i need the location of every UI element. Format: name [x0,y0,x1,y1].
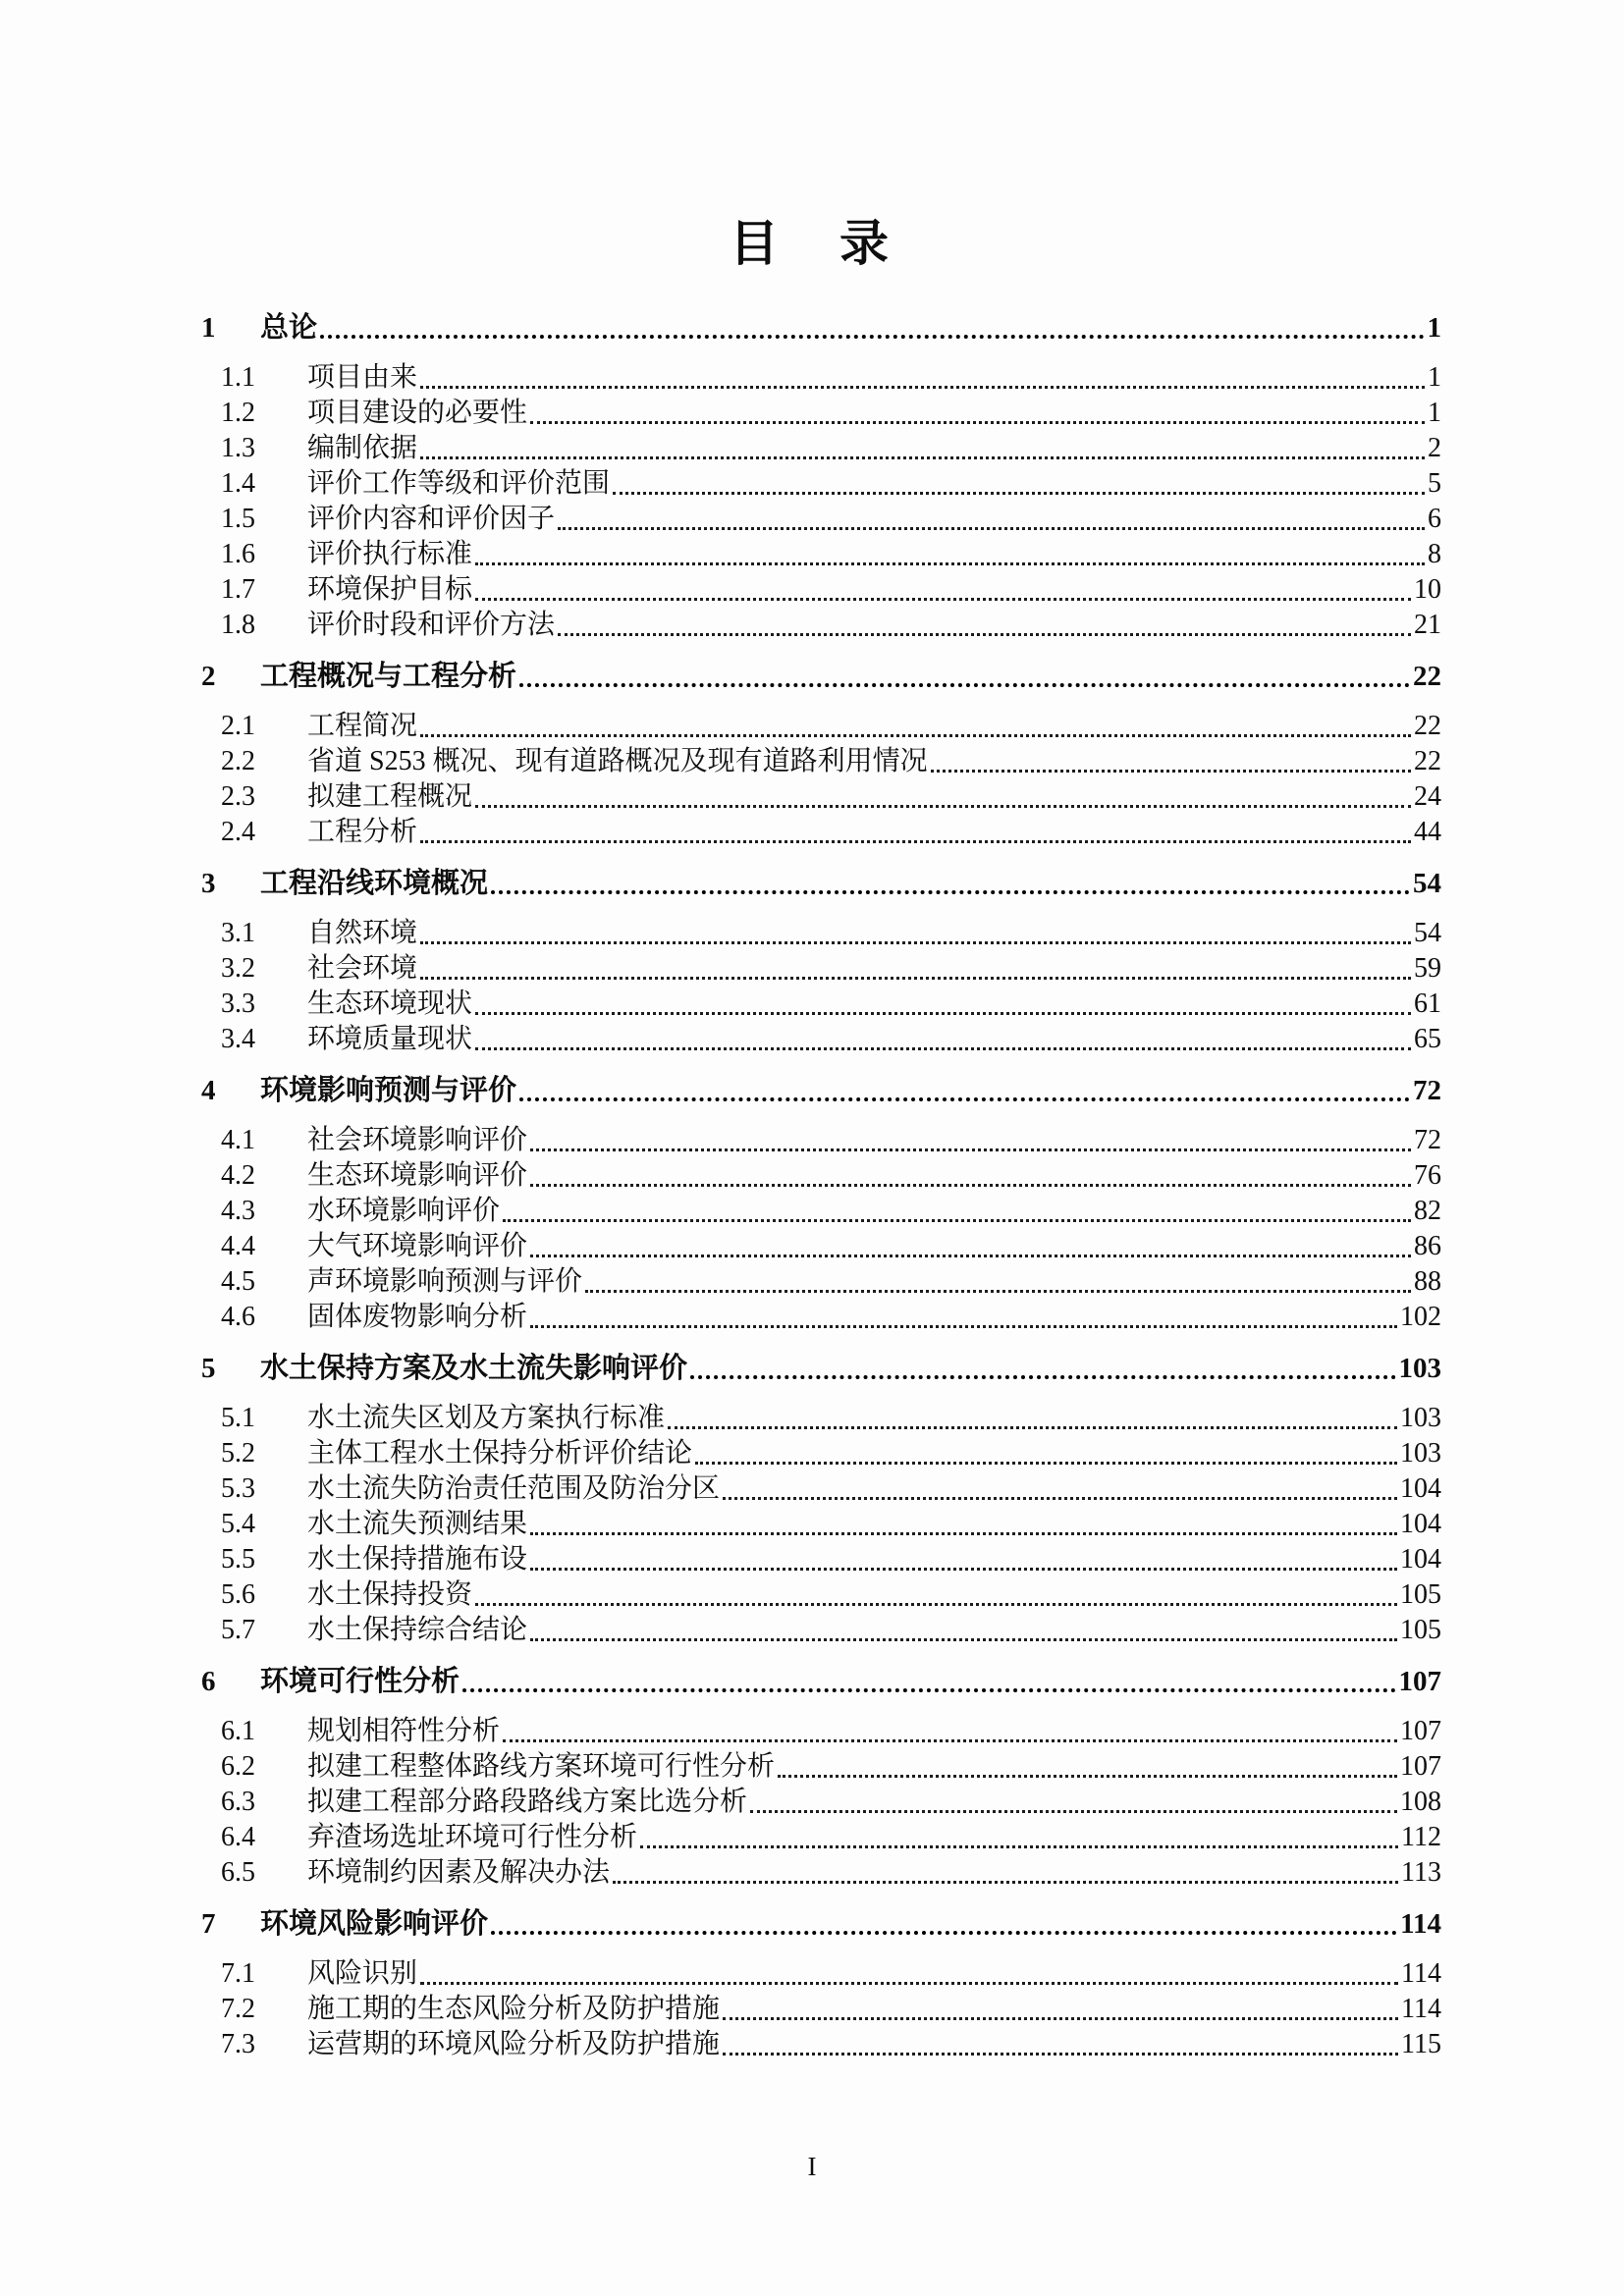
chapter-page-number: 107 [1398,1666,1441,1697]
toc-item-row [201,1714,1441,1749]
chapter-title: 总论 [260,312,318,344]
item-page-number: 102 [1400,1302,1441,1332]
item-number: 1.7 [221,574,255,605]
item-page-number: 22 [1414,746,1441,776]
dot-leader [585,1290,1411,1293]
item-title: 环境制约因素及解决办法 [307,1857,611,1888]
item-page-number: 105 [1400,1615,1441,1645]
item-number: 7.1 [221,1958,255,1989]
dot-leader [491,890,1410,894]
chapter-page-number: 22 [1413,661,1441,692]
dot-leader [723,2053,1398,2056]
dot-leader [420,941,1411,944]
dot-leader [613,1881,1398,1884]
item-title: 固体废物影响分析 [307,1302,528,1332]
item-title: 运营期的环境风险分析及防护措施 [307,2029,721,2059]
item-page-number: 76 [1414,1160,1441,1191]
item-title: 评价工作等级和评价范围 [307,468,611,499]
toc-item-row [201,1613,1441,1648]
item-number: 5.7 [221,1615,255,1645]
item-page-number: 1 [1428,362,1441,393]
toc-item-row [201,431,1441,466]
item-number: 2.2 [221,746,255,776]
item-number: 1.8 [221,610,255,640]
dot-leader [530,1325,1397,1328]
item-page-number: 112 [1401,1822,1441,1852]
dot-leader [613,492,1425,495]
item-page-number: 108 [1400,1787,1441,1817]
item-title: 环境保护目标 [307,574,473,605]
item-number: 5.4 [221,1509,255,1539]
item-number: 4.5 [221,1266,255,1297]
dot-leader [420,386,1425,389]
toc-chapter-row [201,1351,1441,1386]
item-title: 水土流失区划及方案执行标准 [307,1403,666,1433]
item-number: 4.4 [221,1231,255,1261]
item-number: 7.3 [221,2029,255,2059]
chapter-title: 环境影响预测与评价 [260,1075,517,1106]
dot-leader [530,1532,1397,1535]
item-number: 1.3 [221,433,255,463]
toc-item-row [201,1992,1441,2027]
chapter-number: 7 [201,1908,216,1940]
item-number: 1.2 [221,398,255,428]
toc-list [201,294,1441,2062]
item-title: 项目由来 [307,362,418,393]
dot-leader [690,1375,1395,1379]
item-number: 5.5 [221,1544,255,1575]
item-title: 水土流失预测结果 [307,1509,528,1539]
item-page-number: 10 [1414,574,1441,605]
chapter-page-number: 114 [1400,1908,1441,1940]
chapter-title: 环境风险影响评价 [260,1908,489,1940]
item-title: 工程分析 [307,817,418,847]
item-page-number: 104 [1400,1544,1441,1575]
item-page-number: 107 [1400,1751,1441,1782]
toc-chapter-row [201,1073,1441,1108]
item-title: 拟建工程概况 [307,781,473,812]
dot-leader [519,1097,1410,1101]
item-title: 评价内容和评价因子 [307,504,556,534]
toc-item-row [201,1956,1441,1992]
item-number: 7.2 [221,1994,255,2024]
dot-leader [475,562,1425,565]
toc-item-row [201,1300,1441,1335]
chapter-page-number: 54 [1413,868,1441,899]
item-number: 4.6 [221,1302,255,1332]
item-number: 3.2 [221,953,255,984]
item-title: 项目建设的必要性 [307,398,528,428]
toc-item-row [201,709,1441,744]
dot-leader [475,805,1411,808]
dot-leader [695,1462,1397,1465]
item-page-number: 21 [1414,610,1441,640]
item-title: 施工期的生态风险分析及防护措施 [307,1994,721,2024]
dot-leader [530,1184,1411,1187]
item-page-number: 114 [1401,1994,1441,2024]
item-number: 1.6 [221,539,255,569]
item-title: 水土流失防治责任范围及防治分区 [307,1473,721,1504]
item-number: 4.1 [221,1125,255,1155]
toc-item-row [201,1158,1441,1194]
item-title: 规划相符性分析 [307,1716,501,1746]
item-title: 声环境影响预测与评价 [307,1266,583,1297]
toc-item-row [201,1785,1441,1820]
item-title: 水土保持综合结论 [307,1615,528,1645]
dot-leader [530,421,1425,424]
dot-leader [723,2017,1398,2020]
item-page-number: 44 [1414,817,1441,847]
item-page-number: 1 [1428,398,1441,428]
item-page-number: 22 [1414,711,1441,741]
dot-leader [519,683,1410,687]
toc-item-row [201,987,1441,1022]
toc-item-row [201,815,1441,850]
item-page-number: 5 [1428,468,1441,499]
item-number: 4.2 [221,1160,255,1191]
chapter-number: 1 [201,312,216,344]
dot-leader [668,1426,1397,1429]
toc-item-row [201,1542,1441,1577]
item-page-number: 8 [1428,539,1441,569]
item-number: 1.5 [221,504,255,534]
item-title: 弃渣场选址环境可行性分析 [307,1822,638,1852]
item-page-number: 103 [1400,1438,1441,1468]
item-page-number: 61 [1414,988,1441,1019]
dot-leader [420,840,1411,843]
dot-leader [475,1012,1411,1015]
item-page-number: 115 [1401,2029,1441,2059]
item-title: 水环境影响评价 [307,1196,501,1226]
item-page-number: 105 [1400,1579,1441,1610]
dot-leader [420,734,1411,737]
toc-item-row [201,1194,1441,1229]
item-page-number: 107 [1400,1716,1441,1746]
item-number: 5.2 [221,1438,255,1468]
dot-leader [558,527,1425,530]
toc-item-row [201,2027,1441,2062]
toc-item-row [201,1507,1441,1542]
dot-leader [420,1982,1398,1985]
item-title: 评价执行标准 [307,539,473,569]
item-title: 编制依据 [307,433,418,463]
item-title: 评价时段和评价方法 [307,610,556,640]
item-page-number: 54 [1414,918,1441,948]
item-number: 5.3 [221,1473,255,1504]
item-title: 环境质量现状 [307,1024,473,1054]
chapter-number: 3 [201,868,216,899]
item-number: 6.5 [221,1857,255,1888]
item-title: 工程简况 [307,711,418,741]
item-title: 生态环境现状 [307,988,473,1019]
dot-leader [723,1497,1397,1500]
dot-leader [558,633,1411,636]
chapter-page-number: 103 [1398,1353,1441,1384]
toc-chapter-row [201,1906,1441,1942]
item-number: 6.4 [221,1822,255,1852]
item-number: 6.3 [221,1787,255,1817]
item-number: 3.1 [221,918,255,948]
toc-chapter-row [201,866,1441,901]
toc-item-row [201,1123,1441,1158]
toc-item-row [201,1749,1441,1785]
chapter-title: 水土保持方案及水土流失影响评价 [260,1353,688,1384]
item-number: 2.3 [221,781,255,812]
dot-leader [530,1255,1411,1257]
dot-leader [530,1148,1411,1151]
dot-leader [420,977,1411,980]
item-page-number: 59 [1414,953,1441,984]
footer-page-number: I [807,2152,817,2181]
item-title: 主体工程水土保持分析评价结论 [307,1438,693,1468]
toc-item-row [201,1471,1441,1507]
dot-leader [475,1603,1397,1606]
item-page-number: 2 [1428,433,1441,463]
toc-item-row [201,1577,1441,1613]
item-number: 4.3 [221,1196,255,1226]
item-page-number: 104 [1400,1473,1441,1504]
toc-chapter-row [201,310,1441,346]
toc-item-row [201,951,1441,987]
item-title: 省道 S253 概况、现有道路概况及现有道路利用情况 [307,746,928,776]
toc-item-row [201,608,1441,643]
chapter-number: 4 [201,1075,216,1106]
item-number: 3.4 [221,1024,255,1054]
item-page-number: 6 [1428,504,1441,534]
item-page-number: 24 [1414,781,1441,812]
item-page-number: 82 [1414,1196,1441,1226]
item-number: 3.3 [221,988,255,1019]
dot-leader [462,1688,1395,1692]
chapter-number: 5 [201,1353,216,1384]
dot-leader [475,1047,1411,1050]
dot-leader [931,770,1411,773]
toc-item-row [201,1820,1441,1855]
item-number: 1.1 [221,362,255,393]
chapter-number: 6 [201,1666,216,1697]
dot-leader [420,456,1425,459]
item-number: 2.1 [221,711,255,741]
dot-leader [503,1739,1397,1742]
item-page-number: 114 [1401,1958,1441,1989]
item-page-number: 65 [1414,1024,1441,1054]
toc-item-row [201,396,1441,431]
item-number: 2.4 [221,817,255,847]
toc-item-row [201,360,1441,396]
item-title: 拟建工程部分路段路线方案比选分析 [307,1787,748,1817]
item-number: 5.6 [221,1579,255,1610]
toc-item-row [201,1229,1441,1264]
item-page-number: 113 [1401,1857,1441,1888]
toc-item-row [201,916,1441,951]
item-title: 拟建工程整体路线方案环境可行性分析 [307,1751,776,1782]
dot-leader [475,598,1411,601]
dot-leader [491,1931,1397,1935]
toc-item-row [201,466,1441,502]
item-page-number: 88 [1414,1266,1441,1297]
chapter-page-number: 1 [1427,312,1441,344]
dot-leader [640,1845,1398,1848]
item-number: 6.2 [221,1751,255,1782]
item-title: 社会环境影响评价 [307,1125,528,1155]
chapter-title: 环境可行性分析 [260,1666,460,1697]
chapter-title: 工程沿线环境概况 [260,868,489,899]
toc-item-row [201,1855,1441,1891]
toc-chapter-row [201,1664,1441,1699]
chapter-page-number: 72 [1413,1075,1441,1106]
toc-item-row [201,744,1441,779]
item-page-number: 72 [1414,1125,1441,1155]
page-title: 目 录 [730,216,894,271]
item-title: 大气环境影响评价 [307,1231,528,1261]
toc-item-row [201,1401,1441,1436]
toc-item-row [201,1022,1441,1057]
item-page-number: 103 [1400,1403,1441,1433]
item-title: 风险识别 [307,1958,418,1989]
item-title: 社会环境 [307,953,418,984]
item-title: 水土保持投资 [307,1579,473,1610]
toc-item-row [201,537,1441,572]
toc-item-row [201,1264,1441,1300]
dot-leader [503,1219,1411,1222]
toc-item-row [201,1436,1441,1471]
dot-leader [320,335,1424,339]
toc-item-row [201,572,1441,608]
item-number: 5.1 [221,1403,255,1433]
toc-item-row [201,502,1441,537]
item-number: 6.1 [221,1716,255,1746]
dot-leader [530,1638,1397,1641]
item-page-number: 104 [1400,1509,1441,1539]
dot-leader [750,1810,1397,1813]
toc-chapter-row [201,659,1441,694]
chapter-number: 2 [201,661,216,692]
item-title: 自然环境 [307,918,418,948]
chapter-title: 工程概况与工程分析 [260,661,517,692]
item-title: 生态环境影响评价 [307,1160,528,1191]
item-number: 1.4 [221,468,255,499]
item-page-number: 86 [1414,1231,1441,1261]
toc-item-row [201,779,1441,815]
dot-leader [778,1775,1397,1778]
dot-leader [530,1568,1397,1571]
item-title: 水土保持措施布设 [307,1544,528,1575]
